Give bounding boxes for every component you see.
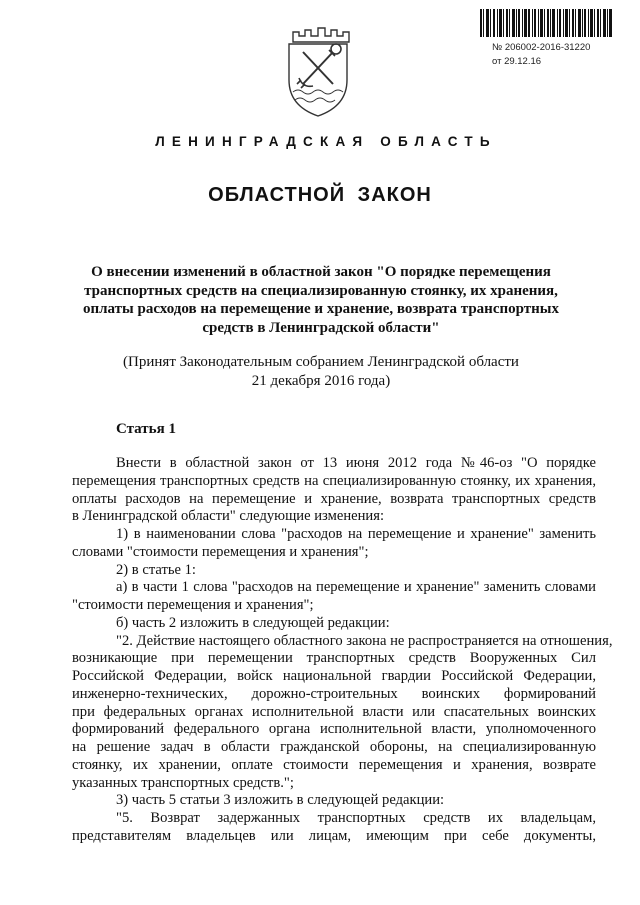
body-line: указанных транспортных средств."; [72,774,294,791]
body-line: "стоимости перемещения и хранения"; [72,597,314,613]
adoption-note-line: (Принят Законодательным собранием Ленинградской области [123,354,519,370]
law-title-line: О внесении изменений в областной закон "О порядке перемещения [91,264,551,280]
body-line: инженерно-технических, дорожно-строительных воинских формирований [72,685,596,702]
law-type-heading: ОБЛАСТНОЙ ЗАКОН [208,184,432,206]
body-line: 3) часть 5 статьи 3 изложить в следующей редакции: [116,792,445,809]
body-line: 1) в наименовании слова "расходов на перемещение и хранение" заменить [116,526,596,542]
body-line: перемещения транспортных средств на специализированную стоянку, их хранения, [72,472,596,489]
article-heading: Статья 1 [116,421,176,437]
body-line: на решение задач в области гражданской обороны, на специализированную [72,739,596,755]
law-title [74,263,568,337]
body-line: возникающие при перемещении транспортных средств Вооруженных Сил [72,650,596,667]
adoption-note-line: 21 декабря 2016 года) [251,372,391,389]
body-line: словами "стоимости перемещения и хранения"; [72,543,369,560]
body-line: 2) в статье 1: [116,561,196,578]
body-line: Российской Федерации, войск национальной гвардии Российской Федерации, [72,668,596,684]
adoption-note [74,353,568,390]
body-line: а) в части 1 слова "расходов на перемещение и хранение" заменить словами [116,579,596,596]
barcode [480,9,612,37]
law-title-line: средств в Ленинградской области" [202,319,440,336]
body-line: представителям владельцев или лицам, имеющим при себе документы, [72,827,596,844]
body-line: б) часть 2 изложить в следующей редакции: [116,614,390,631]
body-line: при федеральных органах исполнительной власти или спасательных воинских [72,703,596,720]
coat-of-arms-emblem [279,22,357,120]
document-number: № 206002-2016-31220 [492,42,591,53]
body-line: "2. Действие настоящего областного закона не распространяется на отношения, [116,632,613,649]
body-line: "5. Возврат задержанных транспортных средств их владельцам, [116,810,596,826]
document-date: от 29.12.16 [492,56,542,67]
body-line: стоянку, их хранении, оплате стоимости перемещения и хранения, возврате [72,756,596,773]
body-line: Внести в областной закон от 13 июня 2012 года №46-оз "О порядке [116,455,596,471]
law-title-line: транспортных средств на специализированную стоянку, их хранения, [84,282,558,299]
article-body [72,455,613,846]
law-title-line: оплаты расходов на перемещение и хранение, возврата транспортных [82,301,559,317]
body-line: формирований федерального органа исполнительной власти, уполномоченного [72,721,596,738]
body-line: в Ленинградской области" следующие изменения: [72,508,384,525]
body-line: оплаты расходов на перемещение и хранение, возврата транспортных средств [72,490,596,507]
region-heading: ЛЕНИНГРАДСКАЯ ОБЛАСТЬ [155,134,497,149]
